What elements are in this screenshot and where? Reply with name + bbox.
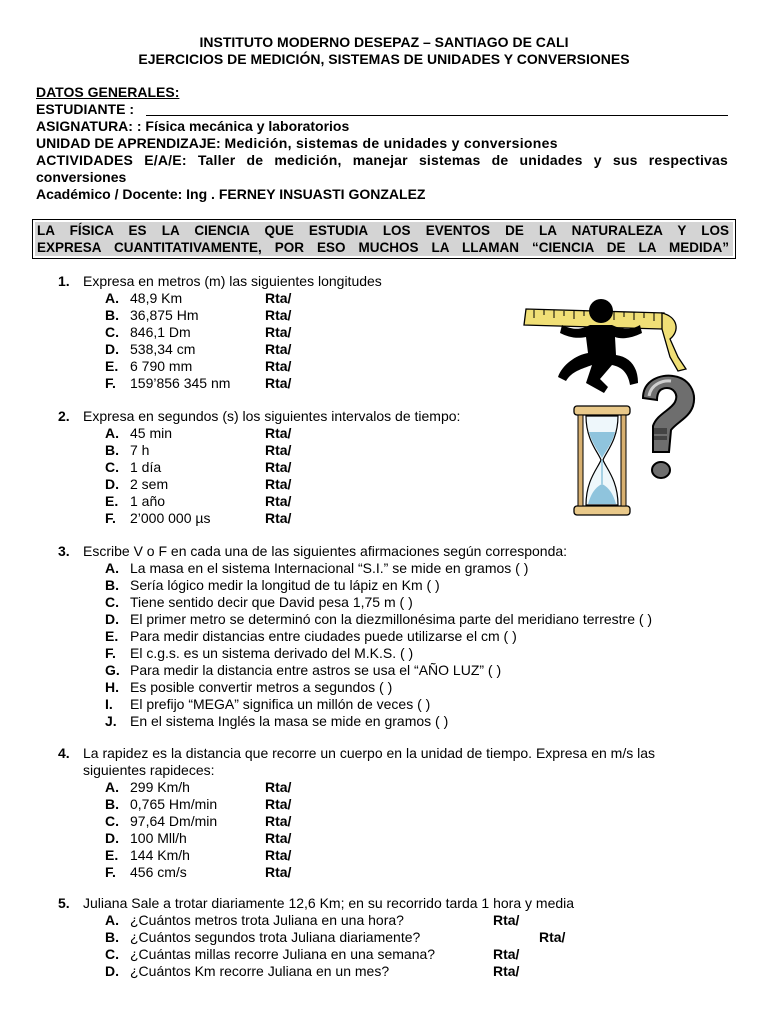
item-letter: A. — [105, 290, 119, 306]
item-letter: E. — [105, 358, 119, 374]
item-text: 2’000 000 µs — [130, 510, 211, 526]
item-text: Sería lógico medir la longitud de tu lápiz en Km ( ) — [130, 577, 440, 593]
item-letter: F. — [105, 645, 116, 661]
unit-value: Medición, sistemas de unidades y conversiones — [224, 135, 558, 151]
question-text: Expresa en metros (m) las siguientes longitudes — [83, 273, 382, 289]
item-letter: D. — [105, 963, 119, 979]
answer-label: Rta/ — [265, 796, 292, 812]
question-mark-icon — [635, 372, 700, 487]
answer-label: Rta/ — [265, 813, 292, 829]
answer-label: Rta/ — [265, 510, 292, 526]
question-text: Expresa en segundos (s) los siguientes intervalos de tiempo: — [83, 408, 461, 424]
item-text: 1 año — [130, 493, 166, 509]
answer-label: Rta/ — [265, 847, 292, 863]
item-text: ¿Cuántos segundos trota Juliana diariamente? — [130, 929, 421, 945]
item-text: En el sistema Inglés la masa se mide en gramos ( ) — [130, 713, 449, 729]
question-number: 3. — [58, 543, 70, 559]
question-number: 1. — [58, 273, 70, 289]
item-text: 100 Mll/h — [130, 830, 187, 846]
item-text: 299 Km/h — [130, 779, 190, 795]
answer-label: Rta/ — [265, 864, 292, 880]
question-number: 4. — [58, 745, 70, 761]
answer-label: Rta/ — [265, 307, 292, 323]
item-letter: B. — [105, 796, 119, 812]
item-letter: C. — [105, 459, 119, 475]
item-letter: C. — [105, 946, 119, 962]
subject-line — [36, 118, 349, 135]
item-letter: D. — [105, 476, 119, 492]
item-letter: H. — [105, 679, 119, 695]
item-text: 2 sem — [130, 476, 169, 492]
subject-value: Física mecánica y laboratorios — [145, 118, 350, 134]
item-text: Es posible convertir metros a segundos ( ) — [130, 679, 393, 695]
question-number: 5. — [58, 895, 70, 911]
item-text: La masa en el sistema Internacional “S.I.” se mide en gramos ( ) — [130, 560, 529, 576]
item-text: 0,765 Hm/min — [130, 796, 218, 812]
answer-label: Rta/ — [493, 963, 520, 979]
student-underline — [146, 115, 728, 116]
general-data-heading: DATOS GENERALES: — [36, 84, 180, 100]
item-text: 97,64 Dm/min — [130, 813, 218, 829]
student-line — [36, 101, 134, 118]
hourglass-icon — [570, 404, 640, 519]
unit-line — [36, 135, 558, 152]
item-text: 456 cm/s — [130, 864, 187, 880]
banner-line-1: LA FÍSICA ES LA CIENCIA QUE ESTUDIA LOS EVENTOS DE LA NATURALEZA Y LOS — [37, 223, 729, 238]
item-letter: C. — [105, 324, 119, 340]
item-letter: E. — [105, 628, 119, 644]
item-text: 36,875 Hm — [130, 307, 199, 323]
item-letter: D. — [105, 611, 119, 627]
unit-label: UNIDAD DE APRENDIZAJE: — [36, 135, 221, 151]
item-letter: G. — [105, 662, 120, 678]
banner-line-2: EXPRESA CUANTITATIVAMENTE, POR ESO MUCHOS LA LLAMAN “CIENCIA DE LA MEDIDA” — [37, 240, 729, 255]
student-label: ESTUDIANTE : — [36, 101, 134, 117]
answer-label: Rta/ — [265, 779, 292, 795]
answer-label: Rta/ — [539, 929, 566, 945]
item-letter: D. — [105, 830, 119, 846]
item-letter: B. — [105, 929, 119, 945]
item-text: 6 790 mm — [130, 358, 193, 374]
item-text: 1 día — [130, 459, 162, 475]
item-letter: D. — [105, 341, 119, 357]
item-letter: F. — [105, 375, 116, 391]
item-letter: F. — [105, 864, 116, 880]
question-number: 2. — [58, 408, 70, 424]
question-text: Escribe V o F en cada una de las siguientes afirmaciones según corresponda: — [83, 543, 568, 559]
item-letter: E. — [105, 493, 119, 509]
item-letter: A. — [105, 425, 119, 441]
activities-label: ACTIVIDADES E/A/E: — [36, 152, 187, 168]
item-text: 538,34 cm — [130, 341, 196, 357]
answer-label: Rta/ — [265, 459, 292, 475]
item-letter: C. — [105, 813, 119, 829]
item-text: El c.g.s. es un sistema derivado del M.K.S. ( ) — [130, 645, 414, 661]
question-text: La rapidez es la distancia que recorre un cuerpo en la unidad de tiempo. Expresa en m/s las — [83, 745, 656, 761]
answer-label: Rta/ — [265, 324, 292, 340]
item-letter: A. — [105, 912, 119, 928]
item-letter: C. — [105, 594, 119, 610]
answer-label: Rta/ — [265, 375, 292, 391]
item-letter: E. — [105, 847, 119, 863]
item-text: 144 Km/h — [130, 847, 190, 863]
teacher-line: Académico / Docente: Ing . FERNEY INSUASTI GONZALEZ — [36, 186, 426, 202]
answer-label: Rta/ — [265, 358, 292, 374]
physics-banner — [32, 219, 736, 259]
item-letter: F. — [105, 510, 116, 526]
item-letter: A. — [105, 560, 119, 576]
item-letter: B. — [105, 442, 119, 458]
question-text: Juliana Sale a trotar diariamente 12,6 Km; en su recorrido tarda 1 hora y media — [83, 895, 575, 911]
answer-label: Rta/ — [265, 341, 292, 357]
item-text: Para medir distancias entre ciudades puede utilizarse el cm ( ) — [130, 628, 517, 644]
answer-label: Rta/ — [265, 493, 292, 509]
item-letter: B. — [105, 577, 119, 593]
item-text: El prefijo “MEGA” significa un millón de veces ( ) — [130, 696, 431, 712]
answer-label: Rta/ — [493, 946, 520, 962]
item-text: ¿Cuántas millas recorre Juliana en una semana? — [130, 946, 436, 962]
item-letter: A. — [105, 779, 119, 795]
institute-title: INSTITUTO MODERNO DESEPAZ – SANTIAGO DE CALI — [199, 34, 569, 50]
item-text: Tiene sentido decir que David pesa 1,75 m ( ) — [130, 594, 413, 610]
answer-label: Rta/ — [493, 912, 520, 928]
activities-value: Taller de medición, manejar sistemas de unidades y sus respectivas — [197, 152, 728, 168]
item-text: Para medir la distancia entre astros se usa el “AÑO LUZ” ( ) — [130, 662, 502, 678]
item-text: 45 min — [130, 425, 173, 441]
item-letter: J. — [105, 713, 117, 729]
item-text: El primer metro se determinó con la diezmillonésima parte del meridiano terrestre ( ) — [130, 611, 653, 627]
question-text: siguientes rapideces: — [83, 762, 215, 778]
activities-continuation: conversiones — [36, 169, 127, 185]
subject-label: ASIGNATURA: : — [36, 118, 142, 134]
item-text: 48,9 Km — [130, 290, 183, 306]
item-letter: I. — [105, 696, 113, 712]
item-text: ¿Cuántos Km recorre Juliana en un mes? — [130, 963, 390, 979]
activities-line — [36, 152, 728, 169]
answer-label: Rta/ — [265, 442, 292, 458]
item-text: 7 h — [130, 442, 150, 458]
answer-label: Rta/ — [265, 425, 292, 441]
item-text: 159’856 345 nm — [130, 375, 231, 391]
answer-label: Rta/ — [265, 830, 292, 846]
item-text: 846,1 Dm — [130, 324, 191, 340]
item-letter: B. — [105, 307, 119, 323]
worksheet-title: EJERCICIOS DE MEDICIÓN, SISTEMAS DE UNIDADES Y CONVERSIONES — [138, 51, 630, 67]
item-text: ¿Cuántos metros trota Juliana en una hora? — [130, 912, 404, 928]
answer-label: Rta/ — [265, 290, 292, 306]
answer-label: Rta/ — [265, 476, 292, 492]
